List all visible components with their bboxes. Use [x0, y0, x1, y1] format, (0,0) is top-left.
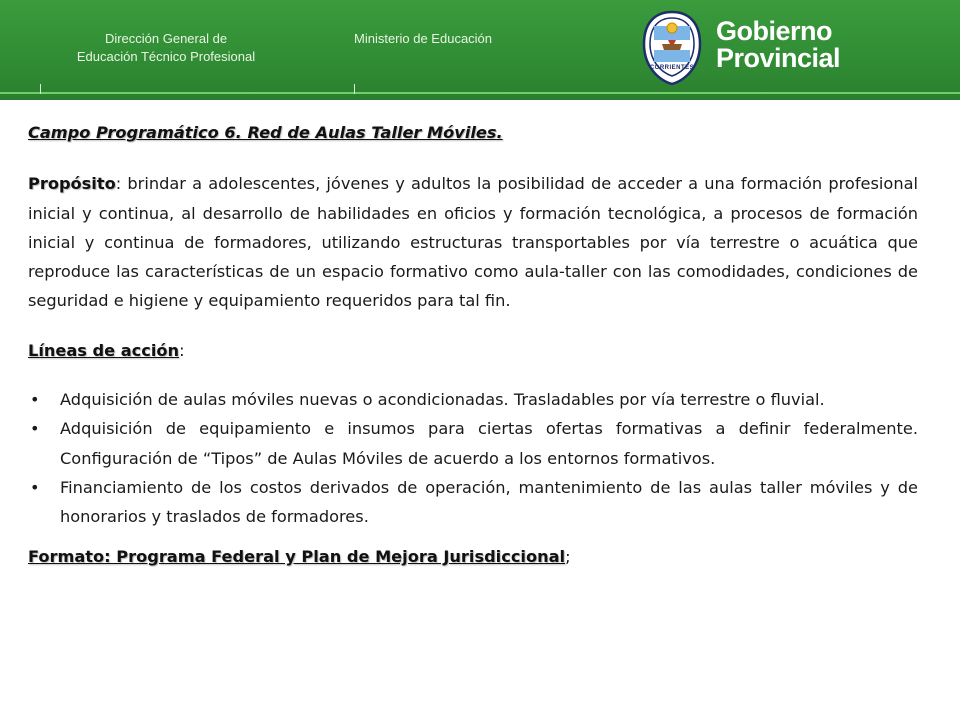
action-lines-list	[28, 385, 918, 531]
action-lines-colon: :	[179, 340, 185, 360]
corrientes-seal-icon	[640, 10, 704, 86]
slide-title: Campo Programático 6. Red de Aulas Taller Móviles.	[28, 123, 503, 142]
format-label: Formato: Programa Federal y Plan de Mejora Jurisdiccional	[28, 546, 566, 566]
list-item	[28, 414, 918, 473]
list-item-text: Financiamiento de los costos derivados de operación, mantenimiento de las aulas taller móviles y de honorarios y traslados de formadores.	[60, 477, 918, 527]
slide-body	[28, 118, 918, 571]
format-tail: ;	[565, 546, 571, 566]
bullet-icon: •	[30, 477, 40, 497]
header-tick-middle	[354, 84, 355, 94]
header-directorate-line1: Dirección General de	[104, 31, 228, 46]
purpose-paragraph	[28, 169, 918, 315]
header-ministry: Ministerio de Educación	[354, 31, 493, 46]
list-item	[28, 385, 918, 414]
header-tick-left	[40, 84, 41, 94]
format-line	[28, 542, 918, 571]
seal-caption: CORRIENTES	[649, 65, 695, 71]
header-rule	[0, 92, 960, 94]
bullet-icon: •	[30, 390, 40, 410]
purpose-label: Propósito	[28, 174, 116, 194]
list-item-text: Adquisición de aulas móviles nuevas o acondicionadas. Trasladables por vía terrestre o fluvial.	[60, 390, 825, 410]
action-lines-heading	[28, 336, 918, 365]
gobierno-provincial-wordmark	[716, 18, 840, 72]
logo-word-gobierno: Gobierno	[716, 16, 832, 46]
gobierno-provincial-logo	[640, 8, 841, 88]
bullet-icon: •	[30, 419, 40, 439]
purpose-text: : brindar a adolescentes, jóvenes y adultos la posibilidad de acceder a una formación profesional inicial y continua, al desarrollo de habilidades en oficios y formación tecnológica, a procesos de formación inicial y continua de formadores, utilizando estructuras transportables por vía terrestre o acuática que reproduce las características de un espacio formativo como aula-taller con las comodidades, condiciones de seguridad e higiene y equipamiento requeridos para tal fin.	[28, 174, 918, 311]
header-band	[0, 0, 960, 100]
list-item	[28, 473, 918, 532]
action-lines-label: Líneas de acción	[28, 340, 180, 360]
header-directorate	[28, 30, 304, 66]
header-directorate-line2: Educación Técnico Profesional	[76, 49, 256, 64]
list-item-text: Adquisición de equipamiento e insumos para ciertas ofertas formativas a definir federalmente. Configuración de “Tipos” de Aulas Móviles de acuerdo a los entornos formativos.	[60, 419, 918, 468]
logo-word-provincial: Provincial	[716, 43, 841, 73]
